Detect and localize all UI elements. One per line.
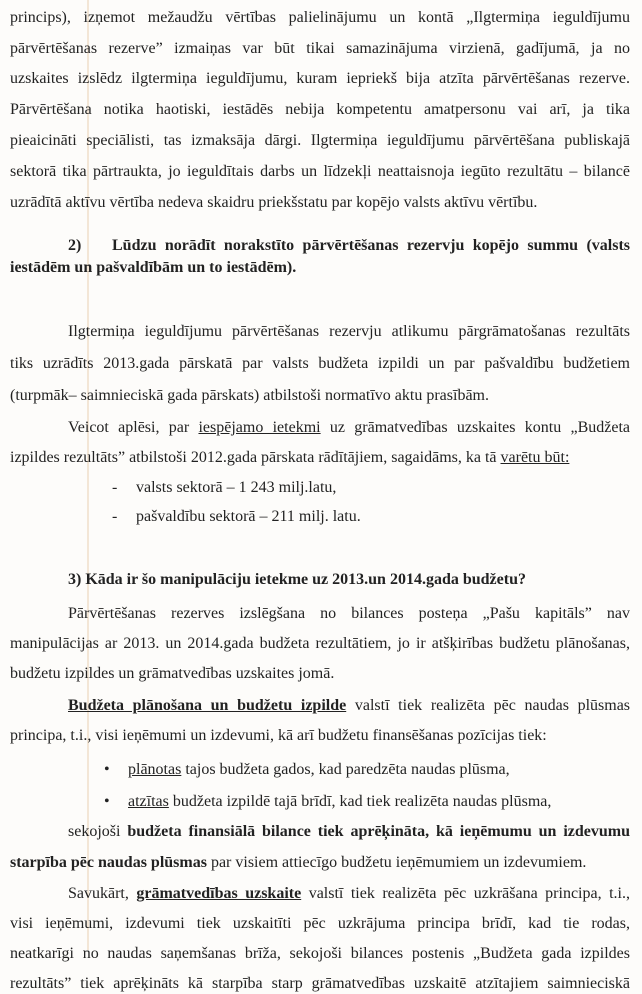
text: valstī tiek realizēta pēc naudas plūsmas [354, 697, 631, 714]
list-item-text: budžeta izpildē tajā brīdī, kad tiek realizēta naudas plūsma, [172, 793, 552, 810]
bold-underlined-text: Budžeta plānošana un budžetu izpilde [68, 697, 347, 714]
bold-text: starpība pēc naudas plūsmas [10, 854, 207, 871]
text-line [68, 884, 630, 904]
text-line: pieaicināti speciālisti, tas izmaksāja dārgi. Ilgtermiņa ieguldījumu pārvērtēšana publiskajā [10, 132, 630, 149]
text-line: neatkarīgi no naudas saņemšanas brīža, sekojoši bilances postenis „Budžeta gada izpildes [10, 945, 630, 962]
question-3-heading: 3) Kāda ir šo manipulāciju ietekme uz 2013.un 2014.gada budžetu? [68, 571, 526, 588]
text: Savukārt, [68, 885, 129, 902]
text-line [68, 696, 630, 716]
underlined-text: iespējamo ietekmi [198, 419, 321, 436]
text-line [10, 448, 630, 468]
underlined-text: varētu būt: [500, 449, 570, 466]
text: sekojoši [68, 823, 121, 840]
text-line: budžetu izpildes un grāmatvedības uzskaites jomā. [10, 665, 335, 682]
text: uz grāmatvedības uzskaites kontu „Budžeta [329, 419, 631, 436]
text: izpildes rezultāts” atbilstoši 2012.gada pārskata rādītājiem, sagaidāms, ka tā [10, 449, 497, 466]
list-item [104, 760, 642, 780]
text-line: tiks uzrādīts 2013.gada pārskatā par valsts budžeta izpildi un par pašvaldību budžetiem [10, 355, 630, 372]
dash-bullet: - [112, 508, 118, 525]
text-line: sektorā tika pārtraukta, jo ieguldītais darbs un līdzekļi neattaisnoja iegūto rezultātu – bilancē [10, 163, 630, 180]
list-item-text: valsts sektorā – 1 243 milj.latu, [136, 479, 337, 496]
list-item-text: tajos budžeta gados, kad paredzēta naudas plūsma, [185, 761, 510, 778]
text: Veicot aplēsi, par [68, 419, 190, 436]
dash-bullet: - [112, 479, 118, 496]
text-line [10, 853, 630, 873]
question-text: iestādēm un pašvaldībām un to iestādēm). [10, 259, 297, 276]
list-item [112, 507, 642, 527]
text-line: rezultāts” tiek aprēķināts kā starpība starp grāmatvedības uzskaitē atzītajiem saimnieciskā [10, 975, 630, 992]
text: valstī tiek realizēta pēc uzkrāšana principa, t.i., [308, 885, 630, 902]
text-line: (turpmāk– saimnieciskā gada pārskats) atbilstoši normatīvo aktu prasībām. [10, 387, 489, 404]
text-line [68, 418, 630, 438]
text-line: visi ieņēmumi, izdevumi tiek uzskaitīti pēc uzkrājuma principa brīdī, kad tie rodas, [10, 915, 630, 932]
question-text: Lūdzu norādīt norakstīto pārvērtēšanas rezervju kopējo summu (valsts [112, 237, 630, 254]
text-line [68, 822, 630, 842]
bold-underlined-text: grāmatvedības uzskaite [136, 885, 302, 902]
text-line: manipulācijas ar 2013. un 2014.gada budžeta rezultātiem, jo ir atšķirības budžetu plānošanas, [10, 635, 630, 652]
text-line: Ilgtermiņa ieguldījumu pārvērtēšanas rezervju atlikumu pārgrāmatošanas rezultāts [68, 323, 630, 340]
list-item [104, 792, 642, 812]
text-line: uzrādītā aktīvu vērtība nedeva skaidru priekšstatu par kopējo valsts aktīvu vērtību. [10, 194, 538, 211]
text-line: Pārvērtēšanas rezerves izslēgšana no bilances posteņa „Pašu kapitāls” nav [68, 605, 630, 622]
text-line: Pārvērtēšana notika haotiski, iestādēs nebija kompetentu amatpersonu vai arī, ja tika [10, 101, 630, 118]
bullet-icon: • [104, 761, 110, 778]
question-number: 2) [68, 237, 82, 254]
bold-text: budžeta finansiālā bilance tiek aprēķināta, kā ieņēmumu un izdevumu [127, 823, 631, 840]
text: par visiem attiecīgo budžetu ieņēmumiem un izdevumiem. [210, 854, 587, 871]
list-item [112, 478, 642, 498]
text-line: uzskaites izslēdz ilgtermiņa ieguldījumu, kuram iepriekš bija atzīta pārvērtēšanas rezerve. [10, 70, 630, 87]
text-line: princips), izņemot mežaudžu vērtības palielinājumu un kontā „Ilgtermiņa ieguldījumu [10, 9, 630, 26]
underlined-text: atzītas [128, 793, 169, 810]
text-line: principa, t.i., visi ieņēmumi un izdevumi, kā arī budžetu finansēšanas pozīcijas tiek: [10, 727, 547, 744]
list-item-text: pašvaldību sektorā – 211 milj. latu. [136, 508, 361, 525]
underlined-text: plānotas [128, 761, 182, 778]
bullet-icon: • [104, 793, 110, 810]
text-line: pārvērtēšanas rezerve” izmaiņas var būt tikai samazinājuma virzienā, gadījumā, ja no [10, 40, 630, 57]
